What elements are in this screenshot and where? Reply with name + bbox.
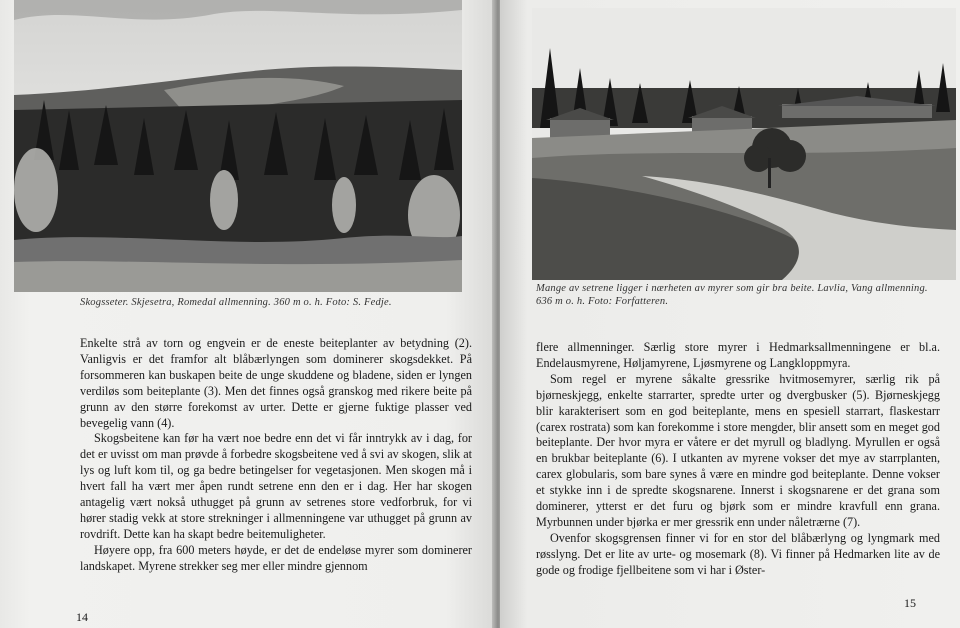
paragraph: Enkelte strå av torn og engvein er de eneste beiteplanter av betydning (2). Vanligvis er det framfor alt blåbærlyngen som dominerer skogsdekket. På forsommeren kan buskapen beite de unge skuddene og bladene, siden er lyngen verdiløs som beiteplante (3). Men det finnes også granskog med rikere beite på grunn av den større forekomst av urter. Dette er gjerne fuktige plasser ved bevegelig vann (4). [80, 336, 472, 430]
photo-caption: Mange av setrene ligger i nærheten av myrer som gir bra beite. Lavlia, Vang allmenning. 636 m o. h. Foto: Forfatteren. [536, 283, 928, 307]
body-text [536, 340, 940, 579]
paragraph: Som regel er myrene såkalte gressrike hvitmosemyrer, særlig rik på bjørneskjegg, enkelte starrarter, spredte urter og dvergbusker (5). Bjørneskjegg blir karakterisert som en god beiteplante, mens en spesiell starrart, flaskestarr (carex rostrata) som kan forekomme i store mengder, blir ansett som en meget god beiteplante. Der hvor myra er våtere er det myrull og bladlyng. Myrullen er også en brukbar beiteplante (6). I utkanten av myrene vokser det mye av starrplanten, carex globularis, som bare synes å være en mindre god beiteplante. Denne vokser et stykke inn i de spredte skogsnarene. Innerst i skogsnarene er det grana som dominerer, ytterst er det furu og bjørk som er mindre kravfull enn grana. Myrbunnen under bjørka er mer gressrik enn under nåletrærne (7). [536, 371, 940, 529]
paragraph: Skogsbeitene kan før ha vært noe bedre enn det vi får inntrykk av i dag, for det er uvisst om man prøvde å forbedre skogsbeitene ved å svi av skogen, slik at lys og luft kom til, og ga bedre betingelser for vegetasjonen. Men skogen må i hvert fall ha vært mer åpen rundt setrene enn den er i dag. Her har skogen antagelig vært nokså uthugget på grunn av setrenes store vedforbruk, for vi hører stadig vekk at store strekninger i allmenningene var uthugget på grunn av rovdrift. Dette kan ha skapt bedre beitemuligheter. [80, 431, 472, 541]
photo-caption: Skogsseter. Skjesetra, Romedal allmenning. 360 m o. h. Foto: S. Fedje. [80, 297, 392, 308]
paragraph: Ovenfor skogsgrensen finner vi for en stor del blåbærlyng og lyngmark med røsslyng. Det er lite av urte- og mosemark (8). Vi finner på Hedmarken lite av de gode og frodige fjellbeitene som vi har i Øster- [536, 530, 940, 577]
paragraph: flere allmenninger. Særlig store myrer i Hedmarksallmenningene er bl.a. Endelausmyrene, Høljamyrene, Ljøsmyrene og Langkloppmyra. [536, 340, 940, 370]
mountain-farm-photo [532, 8, 956, 280]
page-number: 15 [904, 596, 916, 610]
forest-hillside-photo [14, 0, 462, 292]
right-page [500, 0, 960, 628]
body-text [80, 336, 472, 575]
paragraph: Høyere opp, fra 600 meters høyde, er det de endeløse myrer som dominerer landskapet. Myrene strekker seg mer eller mindre gjennom [80, 542, 472, 573]
page-number: 14 [76, 610, 88, 624]
